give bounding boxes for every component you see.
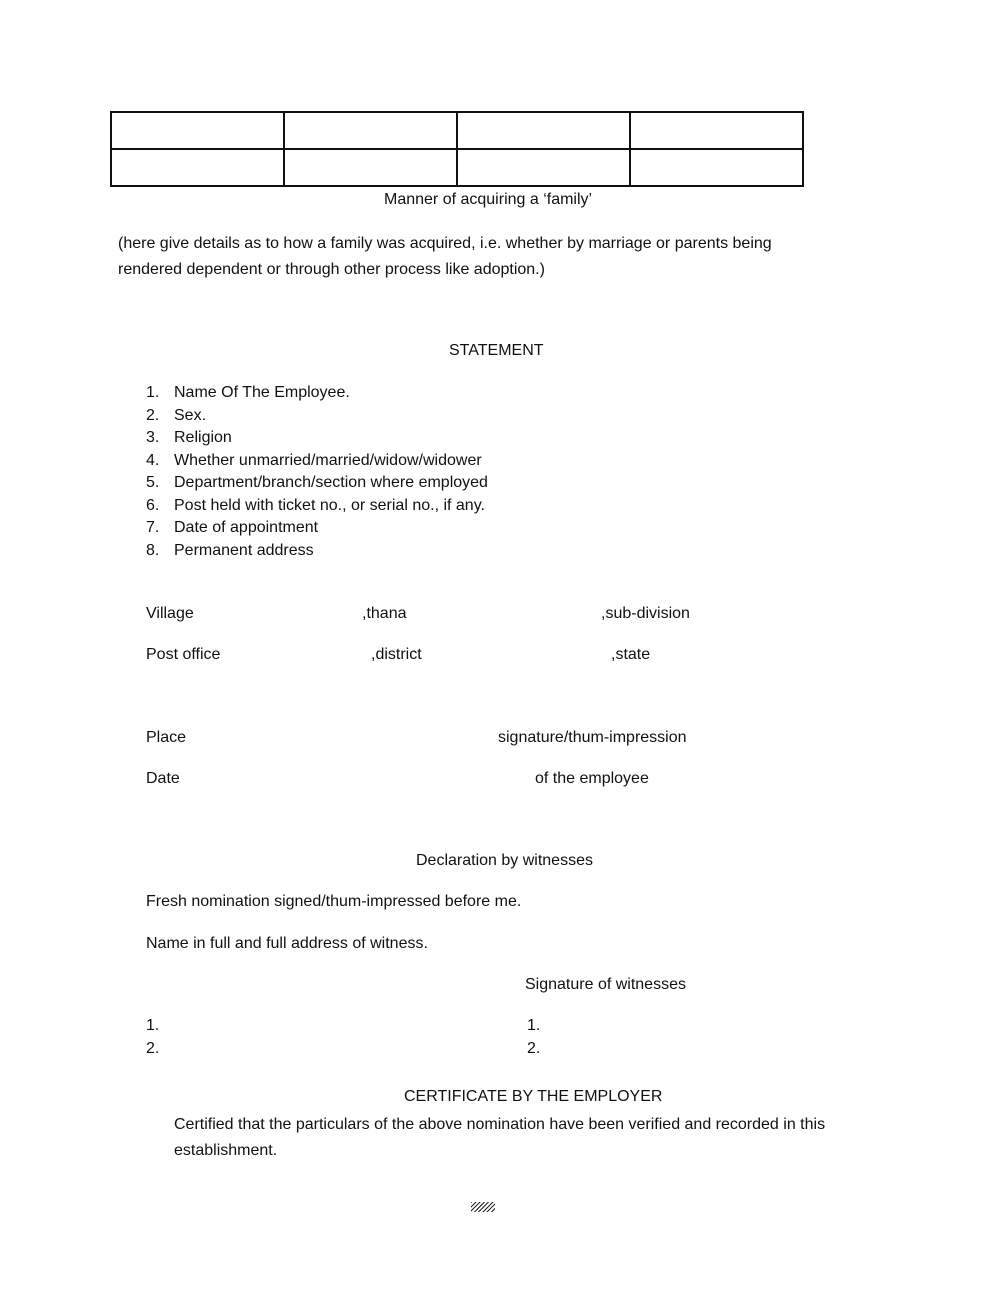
item-number: 1.: [146, 384, 160, 401]
table-cell: [111, 149, 284, 186]
list-item: [146, 382, 488, 405]
item-text: Name Of The Employee.: [174, 384, 350, 401]
thana-label: ,thana: [362, 605, 407, 622]
list-item: [146, 427, 488, 450]
page-number-mark: [471, 1202, 495, 1212]
witnesses-heading: Declaration by witnesses: [416, 852, 593, 869]
witness-line-2: Name in full and full address of witness.: [146, 935, 428, 952]
item-number: 7.: [146, 519, 160, 536]
witness-right-2: 2.: [527, 1040, 541, 1057]
post-office-label: Post office: [146, 646, 221, 663]
family-heading: Manner of acquiring a ‘family’: [384, 191, 593, 208]
date-label: Date: [146, 770, 180, 787]
statement-title: STATEMENT: [449, 342, 544, 359]
certificate-body: Certified that the particulars of the above nomination have been verified and recorded in this establishment.: [174, 1116, 826, 1159]
certificate-heading: CERTIFICATE BY THE EMPLOYER: [404, 1088, 663, 1105]
item-number: 8.: [146, 541, 160, 559]
witness-right-1: 1.: [527, 1017, 541, 1034]
family-table: [110, 111, 804, 187]
list-item: [146, 405, 488, 428]
item-number: 2.: [146, 406, 160, 424]
list-item: [146, 540, 488, 563]
table-cell: [284, 149, 457, 186]
table-cell: [284, 112, 457, 149]
place-label: Place: [146, 729, 187, 746]
table-cell: [630, 149, 803, 186]
witness-line-1: Fresh nomination signed/thum-impressed before me.: [146, 893, 522, 910]
witness-left-1: 1.: [146, 1017, 160, 1034]
item-text: Religion: [174, 429, 232, 446]
table-row: [111, 112, 803, 149]
item-text: Whether unmarried/married/widow/widower: [174, 451, 482, 469]
witness-left-2: 2.: [146, 1040, 160, 1057]
witness-signature-heading: Signature of witnesses: [525, 976, 686, 993]
table-cell: [457, 112, 630, 149]
statement-list: [146, 382, 488, 562]
of-employee-label: of the employee: [535, 770, 649, 787]
item-number: 5.: [146, 474, 160, 491]
subdivision-label: ,sub-division: [601, 605, 690, 622]
list-item: [146, 517, 488, 540]
item-text: Permanent address: [174, 541, 314, 559]
list-item: [146, 495, 488, 518]
item-text: Department/branch/section where employed: [174, 474, 488, 491]
family-note: (here give details as to how a family was acquired, i.e. whether by marriage or parents being rendered dependent or through other process like adoption.): [118, 235, 772, 278]
list-item: [146, 472, 488, 495]
table-cell: [630, 112, 803, 149]
signature-label: signature/thum-impression: [498, 729, 687, 746]
item-text: Post held with ticket no., or serial no., if any.: [174, 496, 485, 514]
village-label: Village: [146, 605, 194, 622]
table-row: [111, 149, 803, 186]
item-number: 6.: [146, 496, 160, 514]
item-text: Sex.: [174, 406, 207, 424]
list-item: [146, 450, 488, 473]
item-number: 3.: [146, 429, 160, 446]
table-cell: [111, 112, 284, 149]
item-text: Date of appointment: [174, 519, 319, 536]
district-label: ,district: [371, 646, 422, 663]
item-number: 4.: [146, 451, 160, 469]
state-label: ,state: [611, 646, 651, 663]
table-cell: [457, 149, 630, 186]
